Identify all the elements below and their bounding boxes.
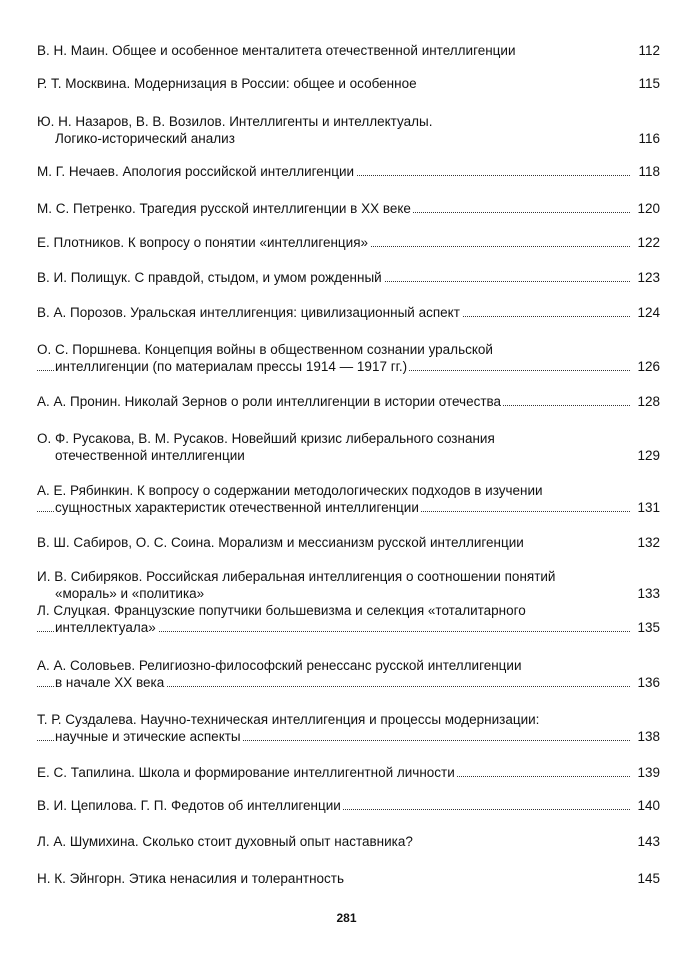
- toc-page-number: 122: [634, 234, 660, 251]
- toc-page-number: 126: [634, 358, 660, 375]
- toc-entry-text: М. Г. Нечаев. Апология российской интеллигенции: [37, 164, 355, 179]
- toc-entry-text: Е. Плотников. К вопросу о понятии «интеллигенция»: [37, 235, 369, 250]
- toc-page-number: 116: [635, 130, 660, 147]
- toc-entry-text: в начале XX века: [55, 675, 165, 690]
- toc-entry-title: [37, 430, 660, 447]
- toc-entry-text: А. А. Соловьев. Религиозно-философский ренессанс русской интеллигенции: [37, 658, 522, 673]
- toc-entry-title: [37, 833, 660, 850]
- toc-entry-title: [37, 711, 660, 728]
- toc-entry: [37, 482, 660, 516]
- toc-entry-title: [37, 602, 660, 619]
- toc-entry: [37, 711, 660, 745]
- toc-entry-title: [37, 870, 660, 887]
- toc-entry: [37, 341, 660, 375]
- toc-entry-title: [37, 75, 660, 92]
- toc-page-number: 140: [634, 797, 660, 814]
- toc-page-number: 132: [634, 534, 660, 551]
- toc-entry: [37, 234, 660, 251]
- toc-page-number: 143: [634, 833, 660, 850]
- toc-entry-title: [37, 482, 660, 499]
- toc-entry-title: [37, 393, 660, 410]
- toc-entry-continuation: [37, 447, 660, 464]
- toc-entry-title: [37, 200, 660, 217]
- toc-entry-text: «мораль» и «политика»: [55, 586, 205, 601]
- toc-entry-title: [37, 534, 660, 551]
- toc-entry-title: [37, 113, 660, 130]
- toc-entry-title: [37, 42, 660, 59]
- toc-page-number: 136: [634, 674, 660, 691]
- toc-page-number: 135: [634, 619, 660, 636]
- toc-page-number: 124: [634, 304, 660, 321]
- toc-entry-text: О. С. Поршнева. Концепция войны в общественном сознании уральской: [37, 342, 493, 357]
- toc-entry-text: Л. А. Шумихина. Сколько стоит духовный опыт наставника?: [37, 834, 413, 849]
- toc-entry-text: В. И. Цепилова. Г. П. Федотов об интеллигенции: [37, 798, 341, 813]
- toc-entry-text: Р. Т. Москвина. Модернизация в России: общее и особенное: [37, 76, 417, 91]
- toc-entry: [37, 200, 660, 217]
- toc-entry-text: Л. Слуцкая. Французские попутчики большевизма и селекция «тоталитарного: [37, 603, 526, 618]
- toc-entry-text: В. А. Порозов. Уральская интеллигенция: цивилизационный аспект: [37, 305, 460, 320]
- page-number: 281: [336, 911, 357, 925]
- toc-page-number: 133: [634, 585, 660, 602]
- toc-entry: [37, 534, 660, 551]
- toc-entry-title: [37, 234, 660, 251]
- toc-page-number: 128: [634, 393, 660, 410]
- toc-entry: [37, 870, 660, 887]
- toc-entry-continuation: [37, 358, 660, 375]
- toc-entry-text: В. Н. Маин. Общее и особенное менталитета отечественной интеллигенции: [37, 43, 516, 58]
- toc-entry-text: А. А. Пронин. Николай Зернов о роли интеллигенции в истории отечества: [37, 394, 502, 409]
- toc-entry-title: [37, 304, 660, 321]
- toc-page-number: 118: [635, 163, 660, 180]
- toc-entry-title: [37, 163, 660, 180]
- toc-entry-text: Логико-исторический анализ: [55, 131, 235, 146]
- toc-page-number: 138: [634, 728, 660, 745]
- toc-entry: [37, 764, 660, 781]
- toc-entry-text: Ю. Н. Назаров, В. В. Возилов. Интеллигенты и интеллектуалы.: [37, 114, 433, 129]
- toc-page-number: 131: [634, 499, 660, 516]
- toc-entry-text: А. Е. Рябинкин. К вопросу о содержании методологических подходов в изучении: [37, 483, 543, 498]
- toc-entry-title: [37, 797, 660, 814]
- toc-entry-continuation: [37, 674, 660, 691]
- toc-entry-text: отечественной интеллигенции: [55, 448, 245, 463]
- toc-entry-continuation: [37, 130, 660, 147]
- toc-page-number: 112: [635, 42, 660, 59]
- toc-entry-continuation: [37, 619, 660, 636]
- toc-entry-text: интеллигенции (по материалам прессы 1914 — 1917 гг.): [55, 359, 408, 374]
- toc-entry: [37, 269, 660, 286]
- toc-entry: [37, 163, 660, 180]
- toc-entry-text: сущностных характеристик отечественной интеллигенции: [55, 500, 419, 515]
- toc-page-number: 123: [634, 269, 660, 286]
- toc-entry-text: И. В. Сибиряков. Российская либеральная интеллигенция о соотношении понятий: [37, 569, 556, 584]
- toc-entry-continuation: [37, 499, 660, 516]
- toc-entry-text: В. Ш. Сабиров, О. С. Соина. Морализм и мессианизм русской интеллигенции: [37, 535, 524, 550]
- toc-entry-text: М. С. Петренко. Трагедия русской интеллигенции в XX веке: [37, 201, 411, 216]
- toc-entry: [37, 113, 660, 147]
- toc-entry-text: Н. К. Эйнгорн. Этика ненасилия и толерантность: [37, 871, 345, 886]
- toc-entry: [37, 75, 660, 92]
- toc-entry-text: Т. Р. Суздалева. Научно-техническая интеллигенция и процессы модернизации:: [37, 712, 540, 727]
- toc-entry-continuation: [37, 585, 660, 602]
- toc-page-number: 145: [634, 870, 660, 887]
- toc-entry: [37, 568, 660, 602]
- toc-page-number: 120: [634, 200, 660, 217]
- toc-entry: [37, 304, 660, 321]
- toc-entry: [37, 657, 660, 691]
- toc-entry-title: [37, 568, 660, 585]
- toc-entry: [37, 430, 660, 464]
- toc-page-number: 139: [634, 764, 660, 781]
- toc-entry: [37, 42, 660, 59]
- toc-entry: [37, 602, 660, 636]
- toc-entry-title: [37, 657, 660, 674]
- toc-entry-text: Е. С. Тапилина. Школа и формирование интеллигентной личности: [37, 765, 455, 780]
- toc-entry-continuation: [37, 728, 660, 745]
- toc-entry-text: О. Ф. Русакова, В. М. Русаков. Новейший кризис либерального сознания: [37, 431, 495, 446]
- toc-entry-text: научные и этические аспекты: [55, 729, 241, 744]
- toc-entry-text: интеллектуала»: [55, 620, 156, 635]
- toc-entry-text: В. И. Полищук. С правдой, стыдом, и умом рожденный: [37, 270, 382, 285]
- toc-entry-title: [37, 764, 660, 781]
- toc-entry: [37, 797, 660, 814]
- toc-entry: [37, 833, 660, 850]
- toc-page-number: 129: [634, 447, 660, 464]
- toc-entry-title: [37, 269, 660, 286]
- toc-entry: [37, 393, 660, 410]
- toc-page-number: 115: [635, 75, 660, 92]
- toc-entry-title: [37, 341, 660, 358]
